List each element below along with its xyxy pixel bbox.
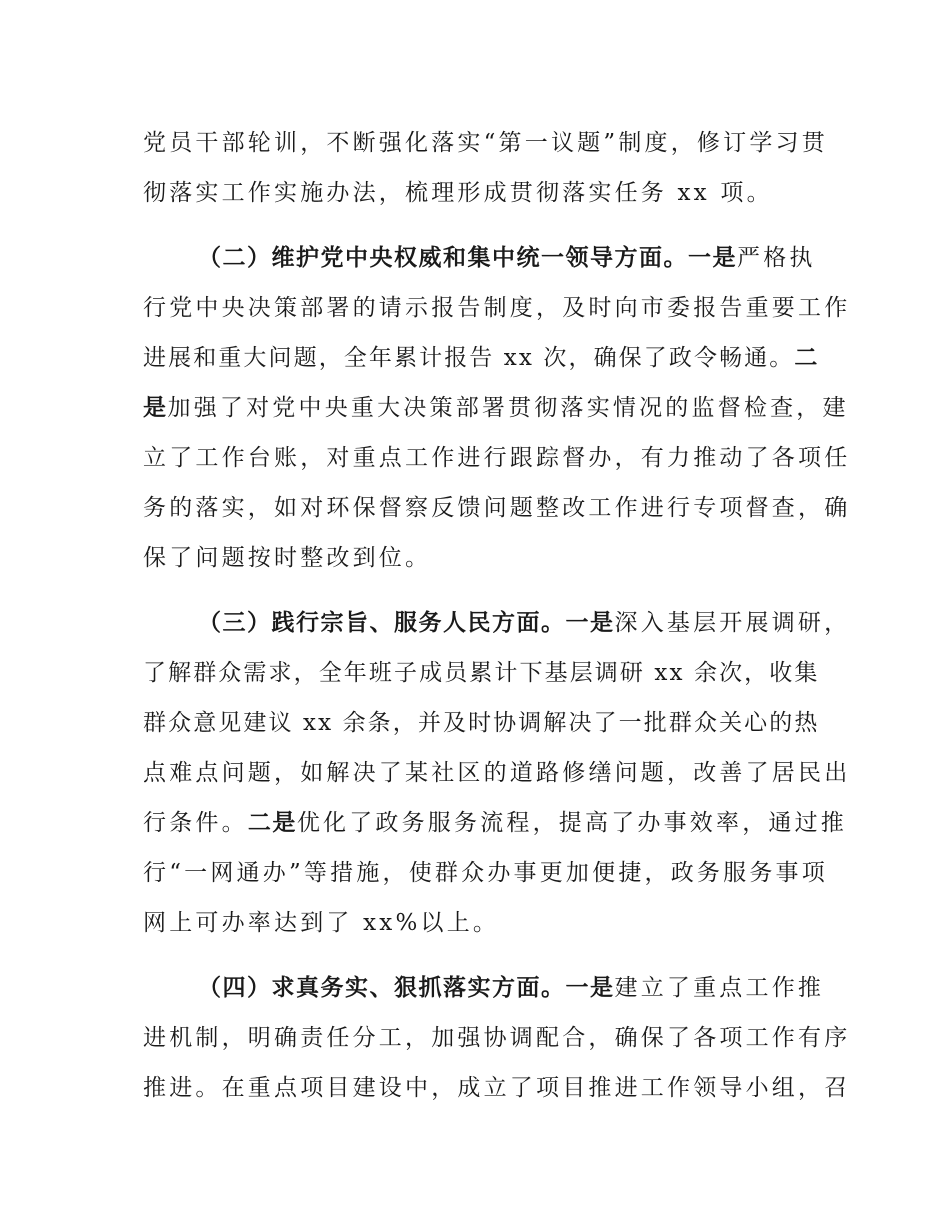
section-heading: （四）求真务实、狠抓落实方面。 xyxy=(198,975,566,1001)
body-text-line: 行党中央决策部署的请示报告制度，及时向市委报告重要工作 xyxy=(143,295,851,321)
body-text-line: 了解群众需求，全年班子成员累计下基层调研 xx 余次，收集 xyxy=(143,660,820,686)
body-text: 建立了重点工作推 xyxy=(614,975,825,1001)
body-text-line: 推进。在重点项目建设中，成立了项目推进工作领导小组，召 xyxy=(143,1075,851,1101)
body-text-line: 党员干部轮训，不断强化落实“第一议题”制度，修订学习贯 xyxy=(143,130,828,156)
body-text-line: 务的落实，如对环保督察反馈问题整改工作进行专项督查，确 xyxy=(143,495,851,521)
body-text-line: 群众意见建议 xx 余条，并及时协调解决了一批群众关心的热 xyxy=(143,710,820,736)
body-text-line: 彻落实工作实施办法，梳理形成贯彻落实任务 xx 项。 xyxy=(143,180,773,206)
body-text: 加强了对党中央重大决策部署贯彻落实情况的监督检查，建 xyxy=(167,395,849,421)
body-text-line: 网上可办率达到了 xx%以上。 xyxy=(143,910,500,936)
body-text-line: 保了问题按时整改到位。 xyxy=(143,545,432,571)
item-label: 二是 xyxy=(247,810,297,836)
body-text: 行条件。 xyxy=(143,810,248,836)
item-label: 是 xyxy=(143,395,168,421)
section-3-first-line xyxy=(198,608,850,638)
body-text: 深入基层开展调研， xyxy=(614,610,851,636)
item-label: 一是 xyxy=(565,975,615,1001)
section-heading: （二）维护党中央权威和集中统一领导方面。 xyxy=(198,245,688,271)
body-text-line xyxy=(143,808,847,838)
item-label: 一是 xyxy=(688,245,737,271)
body-text-line: 立了工作台账，对重点工作进行跟踪督办，有力推动了各项任 xyxy=(143,445,851,471)
section-heading: （三）践行宗旨、服务人民方面。 xyxy=(198,610,566,636)
body-text: 严格执 xyxy=(737,245,816,271)
section-2-first-line xyxy=(198,243,816,273)
body-text-line xyxy=(143,343,819,373)
body-text: 进展和重大问题，全年累计报告 xx 次，确保了政令畅通。 xyxy=(143,345,795,371)
item-label: 一是 xyxy=(565,610,615,636)
item-label: 二 xyxy=(794,345,819,371)
body-text-line: 点难点问题，如解决了某社区的道路修缮问题，改善了居民出 xyxy=(143,760,851,786)
body-text-line xyxy=(143,393,849,423)
body-text-line: 进机制，明确责任分工，加强协调配合，确保了各项工作有序 xyxy=(143,1025,851,1051)
body-text-line: 行“一网通办”等措施，使群众办事更加便捷，政务服务事项 xyxy=(143,860,828,886)
section-4-first-line xyxy=(198,973,824,1003)
body-text: 优化了政务服务流程，提高了办事效率，通过推 xyxy=(296,810,848,836)
